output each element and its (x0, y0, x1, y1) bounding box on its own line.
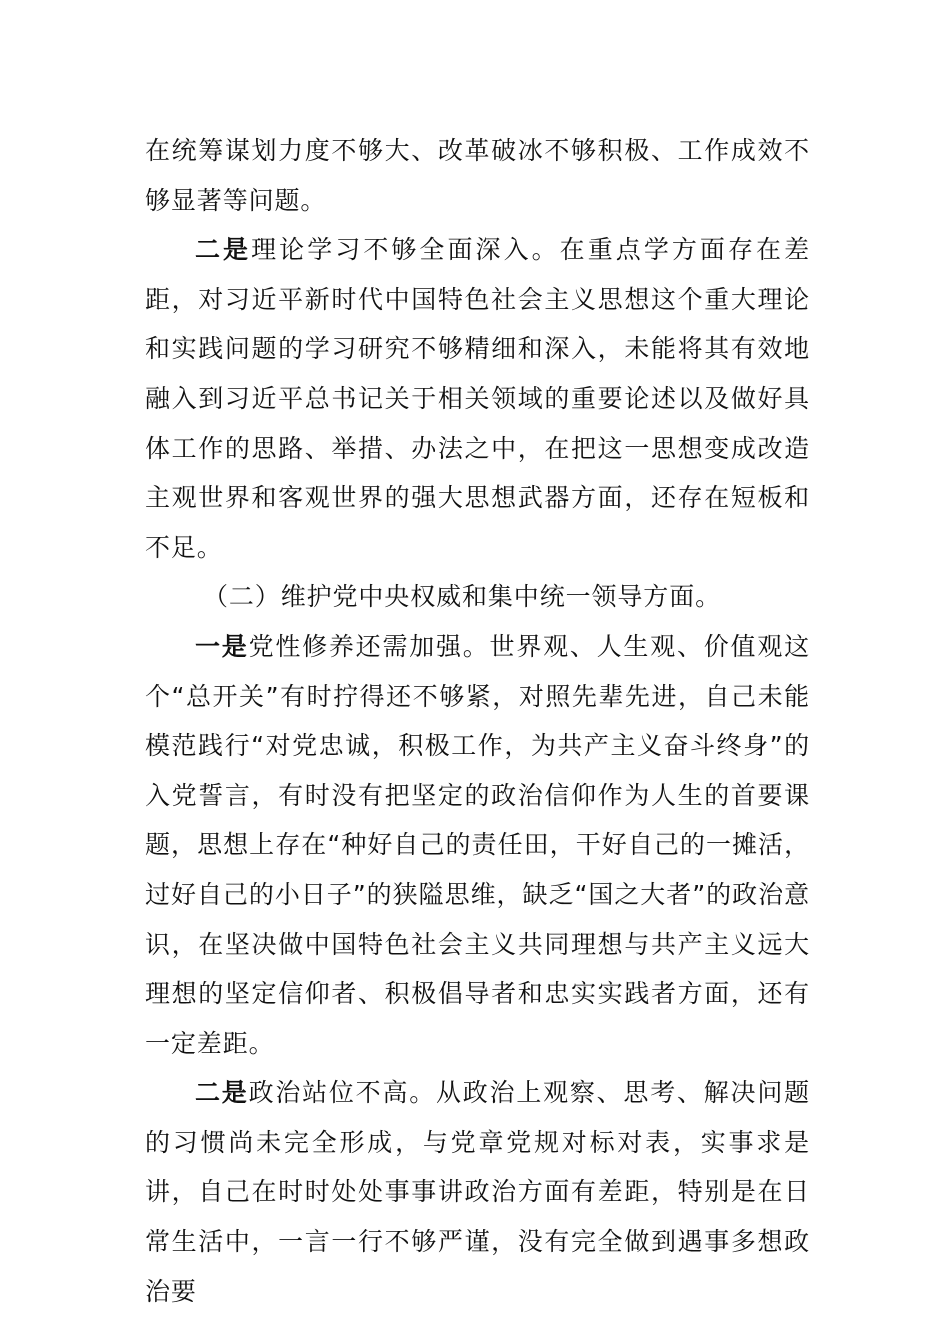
section-heading-text: （二）维护党中央权威和集中统一领导方面。 (203, 582, 722, 612)
paragraph-political-stance (145, 1068, 810, 1316)
paragraph-lead: 二是 (195, 235, 252, 265)
paragraph-text: 在统筹谋划力度不够大、改革破冰不够积极、工作成效不够显著等问题。 (145, 136, 810, 215)
paragraph-text: 党性修养还需加强。世界观、人生观、价值观这个“总开关”有时拧得还不够紧，对照先辈先进，自己未能模范践行“对党忠诚，积极工作，为共产主义奋斗终身”的入党誓言，有时没有把坚定的政治信仰作为人生的首要课题，思想上存在“种好自己的责任田，干好自己的一摊活，过好自己的小日子”的狭隘思维，缺乏“国之大者”的政治意识，在坚决做中国特色社会主义共同理想与共产主义远大理想的坚定信仰者、积极倡导者和忠实实践者方面，还有一定差距。 (145, 631, 810, 1058)
document-body (145, 126, 810, 1316)
paragraph-text: 理论学习不够全面深入。在重点学方面存在差距，对习近平新时代中国特色社会主义思想这个重大理论和实践问题的学习研究不够精细和深入，未能将其有效地融入到习近平总书记关于相关领域的重要论述以及做好具体工作的思路、举措、办法之中，在把这一思想变成改造主观世界和客观世界的强大思想武器方面，还存在短板和不足。 (145, 235, 810, 562)
paragraph-party-cultivation (145, 622, 810, 1068)
paragraph-text: 政治站位不高。从政治上观察、思考、解决问题的习惯尚未完全形成，与党章党规对标对表，实事求是讲，自己在时时处处事事讲政治方面有差距，特别是在日常生活中，一言一行不够严谨，没有完全做到遇事多想政治要 (145, 1078, 810, 1306)
paragraph-lead: 二是 (195, 1078, 249, 1108)
paragraph-continuation (145, 126, 810, 225)
section-heading (145, 572, 810, 622)
paragraph-lead: 一是 (195, 631, 249, 661)
paragraph-theory-study (145, 225, 810, 572)
